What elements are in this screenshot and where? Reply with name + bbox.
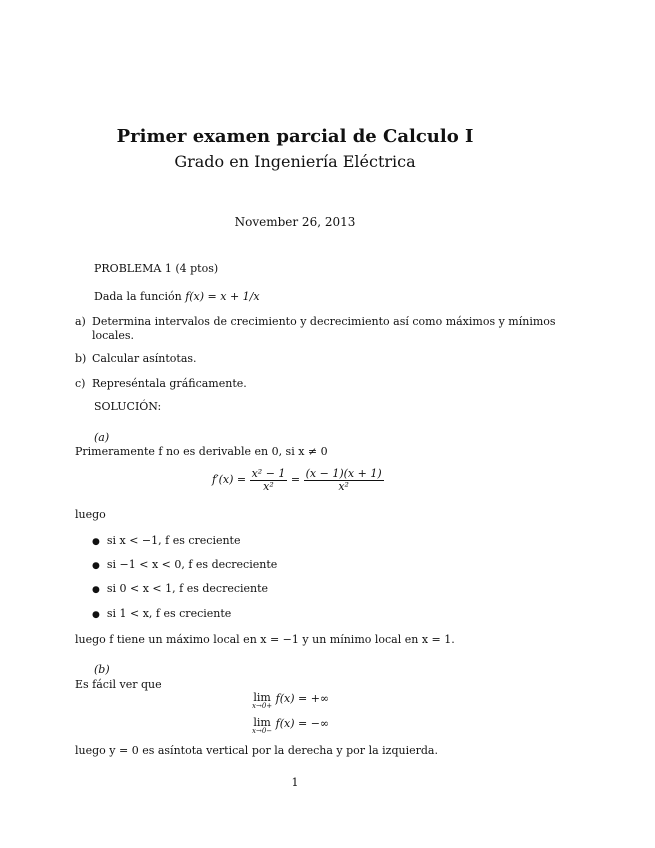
list-item-text: si 1 < x, f es creciente [106,607,232,620]
derivative-equation [212,468,384,492]
part-b-intro: Es fácil ver que [75,678,162,691]
list-item-text: si −1 < x < 0, f es decreciente [106,558,278,571]
exam-title: Primer examen parcial de Calculo I [116,126,474,147]
list-item [92,558,277,571]
part-b-label: (b) [94,663,110,676]
bullet-icon: ● [92,585,100,595]
item-a-marker: a) [75,315,86,328]
fraction-2-denominator: x² [338,479,349,493]
luego-text: luego [75,508,106,521]
limit-left [252,717,329,735]
part-a-conclusion: luego f tiene un máximo local en x = −1 y un mínimo local en x = 1. [75,633,455,646]
item-a-text: Determina intervalos de crecimiento y decrecimiento así como máximos y mínimos [92,315,556,328]
limit-operator [252,692,272,710]
item-a-text-cont: locales. [92,329,135,342]
limit-subscript: x→0+ [252,702,273,710]
fraction-1-denominator: x² [263,479,274,493]
bullet-icon: ● [92,537,100,547]
bullet-icon: ● [92,610,100,620]
limit-subscript: x→0− [252,727,273,735]
limit-expression: f(x) = +∞ [275,692,330,705]
part-b-conclusion: luego y = 0 es asíntota vertical por la derecha y por la izquierda. [75,744,438,757]
derivative-equals: = [290,473,301,487]
function-definition: f(x) = x + 1/x [185,290,260,303]
derivative-fraction-2 [304,468,384,492]
limit-operator [252,717,272,735]
problem-intro [94,290,260,303]
list-item [92,582,268,595]
list-item [92,607,231,620]
fraction-1-numerator: x² − 1 [251,467,286,480]
limit-right [252,692,329,710]
exam-date: November 26, 2013 [234,215,356,229]
limit-word: lim [253,691,271,704]
part-a-first-line: Primeramente f no es derivable en 0, si x ≠ 0 [75,445,328,458]
part-a-label: (a) [94,431,110,444]
list-item-text: si 0 < x < 1, f es decreciente [106,582,269,595]
problem-intro-text: Dada la función [94,290,182,303]
page-number: 1 [291,776,299,789]
item-b-text: Calcular asíntotas. [92,352,197,365]
item-b-marker: b) [75,352,87,365]
bullet-icon: ● [92,561,100,571]
fraction-2-numerator: (x − 1)(x + 1) [305,467,382,480]
derivative-fraction-1 [250,468,288,492]
list-item [92,534,241,547]
item-c-text: Represéntala gráficamente. [92,377,247,390]
exam-subtitle: Grado en Ingeniería Eléctrica [174,152,416,171]
problem-heading: PROBLEMA 1 (4 ptos) [94,262,219,275]
limit-word: lim [253,716,271,729]
derivative-lhs: f′(x) = [212,473,247,487]
limit-expression: f(x) = −∞ [275,717,330,730]
list-item-text: si x < −1, f es creciente [106,534,241,547]
item-c-marker: c) [75,377,86,390]
solution-label: SOLUCIÓN: [94,400,162,413]
